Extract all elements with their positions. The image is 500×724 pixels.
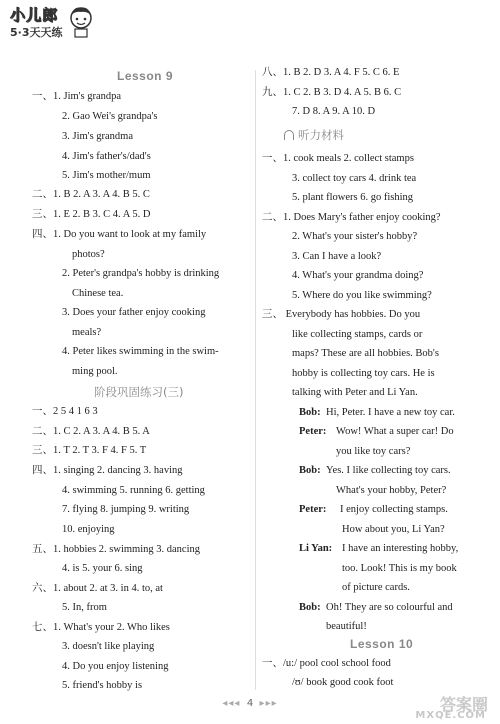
dialogue-line: Yes. I like collecting toy cars. — [326, 465, 451, 476]
watermark-url: MXQE.COM — [415, 710, 486, 721]
transcript-line: hobby is collecting toy cars. He is — [292, 368, 435, 379]
review-title: 阶段巩固练习(三) — [94, 385, 184, 399]
answer-line: 7. D 8. A 9. A 10. D — [292, 106, 376, 117]
answer-line: 4. swimming 5. running 6. getting — [62, 485, 205, 496]
speaker-label: Peter: — [299, 504, 327, 515]
answer-line: ming pool. — [72, 366, 118, 377]
answer-line: 八、1. B 2. D 3. A 4. F 5. C 6. E — [262, 67, 400, 78]
answer-line: 九、1. C 2. B 3. D 4. A 5. B 6. C — [262, 87, 402, 98]
answer-line: photos? — [72, 249, 105, 260]
answer-line: 2. Gao Wei's grandpa's — [62, 111, 158, 122]
dialogue-line: too. Look! This is my book — [342, 563, 457, 574]
answer-line: 一、1. Jim's grandpa — [32, 91, 122, 102]
lesson9-title: Lesson 9 — [117, 69, 174, 83]
answer-line: 7. flying 8. jumping 9. writing — [62, 504, 190, 515]
mascot-icon — [66, 4, 96, 38]
answer-line: 2. Peter's grandpa's hobby is drinking — [62, 268, 220, 279]
listening-heading — [284, 127, 344, 143]
answer-line: 七、1. What's your 2. Who likes — [32, 622, 170, 633]
transcript-line: 5. plant flowers 6. go fishing — [292, 192, 414, 203]
dialogue-line: How about you, Li Yan? — [342, 524, 445, 535]
answer-line: 4. Peter likes swimming in the swim- — [62, 346, 219, 357]
answer-line: /ʊ/ book good cook foot — [292, 677, 394, 688]
dialogue-line: Oh! They are so colourful and — [326, 602, 453, 613]
answer-line: Chinese tea. — [72, 288, 124, 299]
answer-line: 五、1. hobbies 2. swimming 3. dancing — [32, 544, 200, 555]
answer-line: 4. Jim's father's/dad's — [62, 151, 151, 162]
answer-line: 四、1. Do you want to look at my family — [32, 229, 207, 240]
dialogue-line: What's your hobby, Peter? — [336, 485, 447, 496]
transcript-line: maps? These are all hobbies. Bob's — [292, 348, 439, 359]
page-number: 4 — [246, 698, 254, 709]
dialogue-line: I have an interesting hobby, — [342, 543, 459, 554]
speaker-label: Bob: — [299, 407, 321, 418]
dialogue-line: you like toy cars? — [336, 446, 411, 457]
watermark-text: 答案圈 — [439, 695, 488, 714]
answer-line: 3. Does your father enjoy cooking — [62, 307, 206, 318]
answer-line: 一、2 5 4 1 6 3 — [32, 406, 98, 417]
transcript-line: 一、1. cook meals 2. collect stamps — [262, 153, 414, 164]
answer-line: 5. Jim's mother/mum — [62, 170, 151, 181]
listening-title: 听力材料 — [298, 128, 344, 142]
dialogue-line: beautiful! — [326, 621, 367, 632]
answer-line: 5. In, from — [62, 602, 107, 613]
column-divider — [255, 70, 256, 690]
brand-name: 小儿郎 — [10, 6, 59, 24]
answer-line: 4. Do you enjoy listening — [62, 661, 169, 672]
watermark — [406, 692, 496, 722]
brand-tagline: 5·3天天练 — [10, 26, 63, 39]
transcript-line: 3. collect toy cars 4. drink tea — [292, 173, 417, 184]
speaker-label: Li Yan: — [299, 543, 333, 554]
answer-line: 一、/u:/ pool cool school food — [262, 658, 391, 669]
transcript-line: like collecting stamps, cards or — [292, 329, 423, 340]
transcript-line: 5. Where do you like swimming? — [292, 290, 432, 301]
answer-line: 四、1. singing 2. dancing 3. having — [32, 465, 183, 476]
answer-line: 5. friend's hobby is — [62, 680, 143, 691]
speaker-label: Bob: — [299, 465, 321, 476]
speaker-label: Bob: — [299, 602, 321, 613]
dialogue-line: Hi, Peter. I have a new toy car. — [326, 407, 455, 418]
answer-line: 二、1. C 2. A 3. A 4. B 5. A — [32, 426, 150, 437]
dialogue-line: of picture cards. — [342, 582, 410, 593]
answer-line: 3. Jim's grandma — [62, 131, 134, 142]
transcript-line: 2. What's your sister's hobby? — [292, 231, 418, 242]
transcript-line: 4. What's your grandma doing? — [292, 270, 424, 281]
speaker-label: Peter: — [299, 426, 327, 437]
answer-line: 三、1. T 2. T 3. F 4. F 5. T — [32, 445, 147, 456]
publisher-logo — [8, 4, 128, 42]
answer-line: meals? — [72, 327, 102, 338]
dialogue-line: Wow! What a super car! Do — [336, 426, 454, 437]
transcript-line: 3. Can I have a look? — [292, 251, 382, 262]
answer-line: 六、1. about 2. at 3. in 4. to, at — [32, 583, 163, 594]
dialogue-line: I enjoy collecting stamps. — [340, 504, 448, 515]
answer-line: 4. is 5. your 6. sing — [62, 563, 143, 574]
answer-line: 3. doesn't like playing — [62, 641, 155, 652]
answer-line: 二、1. B 2. A 3. A 4. B 5. C — [32, 189, 150, 200]
lesson10-title: Lesson 10 — [350, 637, 414, 651]
transcript-line: 三、 Everybody has hobbies. Do you — [262, 309, 421, 320]
prev-arrows-icon: ◂◂◂ — [222, 698, 241, 709]
headphones-icon — [284, 130, 294, 140]
answer-line: 三、1. E 2. B 3. C 4. A 5. D — [32, 209, 151, 220]
transcript-line: 二、1. Does Mary's father enjoy cooking? — [262, 212, 441, 223]
answer-line: 10. enjoying — [62, 524, 115, 535]
transcript-line: talking with Peter and Li Yan. — [292, 387, 418, 398]
next-arrows-icon: ▸▸▸ — [259, 698, 278, 709]
